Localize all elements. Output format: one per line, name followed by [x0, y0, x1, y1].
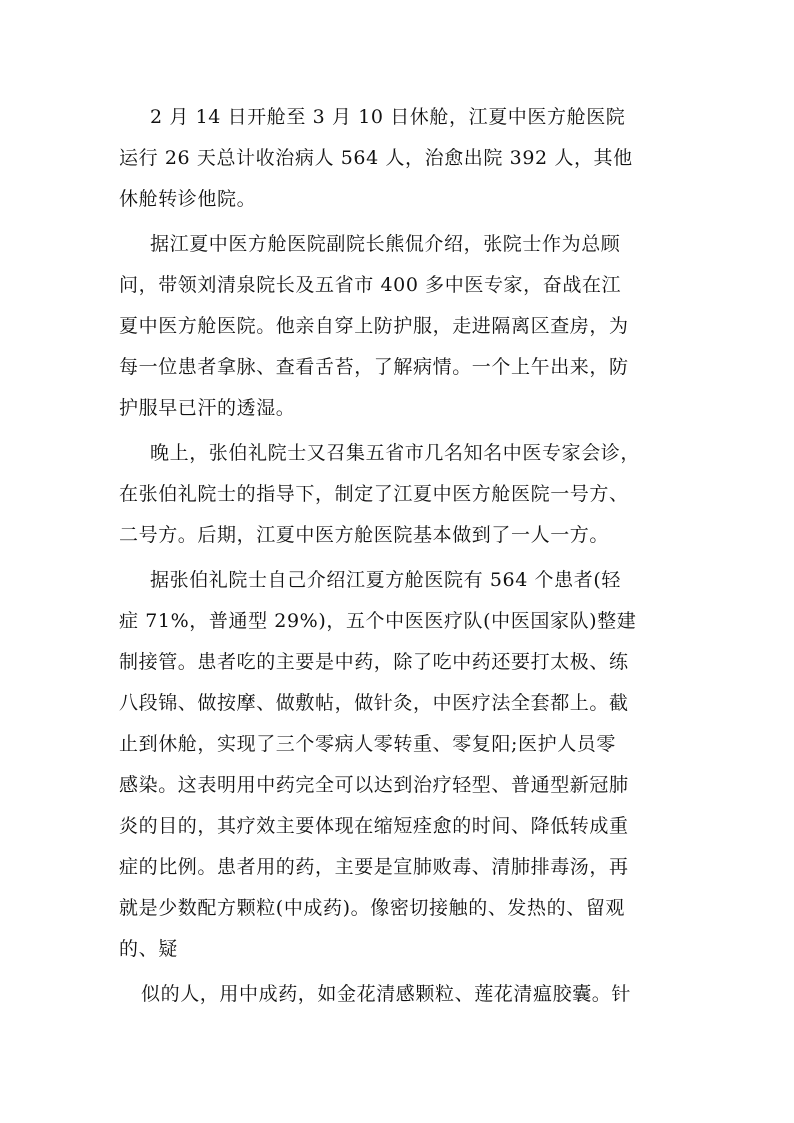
text-line: 就是少数配方颗粒(中成药)。像密切接触的、发热的、留观 [119, 897, 626, 919]
text-line: 八段锦、做按摩、做敷帖，做针灸，中医疗法全套都上。截 [119, 692, 629, 714]
text-line: 制接管。患者吃的主要是中药，除了吃中药还要打太极、练 [119, 651, 629, 673]
text-line: 问，带领刘清泉院长及五省市 400 多中医专家，奋战在江 [119, 274, 622, 296]
text-line: 症的比例。患者用的药，主要是宣肺败毒、清肺排毒汤，再 [119, 856, 629, 878]
text-line: 据江夏中医方舱医院副院长熊侃介绍，张院士作为总顾 [150, 233, 621, 255]
text-line: 的、疑 [119, 938, 178, 960]
text-line: 感染。这表明用中药完全可以达到治疗轻型、普通型新冠肺 [119, 774, 629, 796]
text-line: 运行 26 天总计收治病人 564 人，治愈出院 392 人，其他 [119, 147, 633, 169]
text-line: 二号方。后期，江夏中医方舱医院基本做到了一人一方。 [119, 524, 610, 546]
text-line: 症 71%，普通型 29%)，五个中医医疗队(中医国家队)整建 [119, 610, 637, 632]
text-line: 夏中医方舱医院。他亲自穿上防护服，走进隔离区查房，为 [119, 315, 629, 337]
text-line: 据张伯礼院士自己介绍江夏方舱医院有 564 个患者(轻 [150, 569, 621, 591]
text-line: 每一位患者拿脉、查看舌苔，了解病情。一个上午出来，防 [119, 356, 629, 378]
text-line: 护服早已汗的透湿。 [119, 397, 296, 419]
text-line: 止到休舱，实现了三个零病人零转重、零复阳;医护人员零 [119, 733, 617, 755]
text-line: 2 月 14 日开舱至 3 月 10 日休舱，江夏中医方舱医院 [150, 106, 626, 128]
text-line: 似的人，用中成药，如金花清感颗粒、莲花清瘟胶囊。针 [141, 983, 632, 1005]
text-line: 晚上，张伯礼院士又召集五省市几名知名中医专家会诊， [150, 442, 641, 464]
text-line: 休舱转诊他院。 [119, 188, 257, 210]
text-line: 在张伯礼院士的指导下，制定了江夏中医方舱医院一号方、 [119, 483, 629, 505]
text-line: 炎的目的，其疗效主要体现在缩短痊愈的时间、降低转成重 [119, 815, 629, 837]
